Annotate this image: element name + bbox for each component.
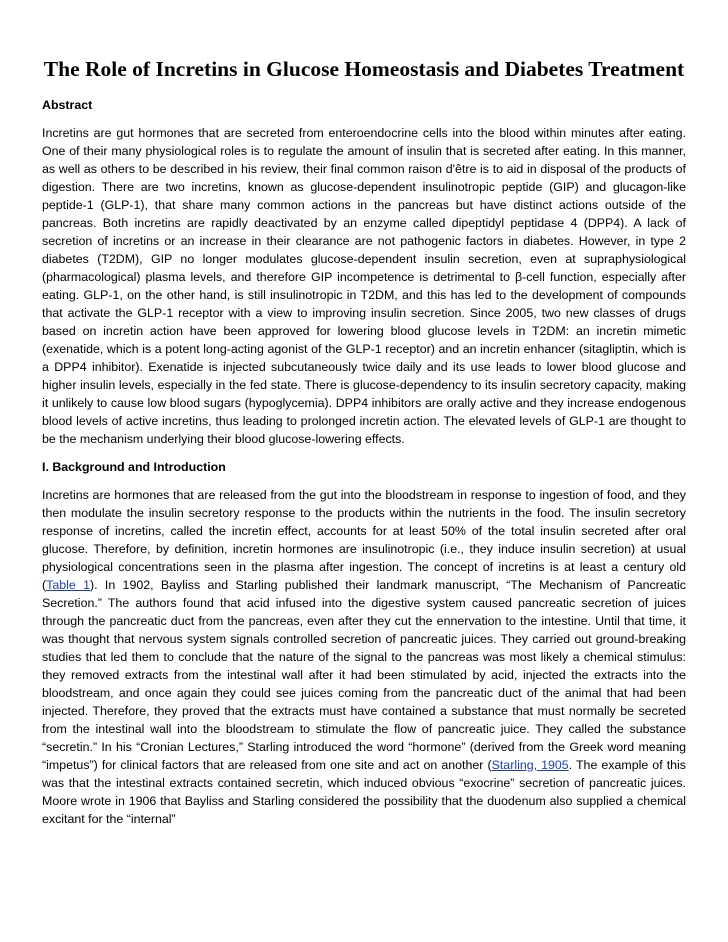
document-page — [42, 54, 686, 828]
section-heading-background: I. Background and Introduction — [42, 460, 226, 474]
table-1-link[interactable]: Table 1 — [46, 578, 90, 592]
background-paragraph — [42, 486, 686, 828]
abstract-heading: Abstract — [42, 98, 93, 112]
starling-1905-link[interactable]: Starling, 1905 — [491, 758, 569, 772]
paper-title: The Role of Incretins in Glucose Homeostasis and Diabetes Treatment — [43, 57, 685, 81]
background-text-part1: Incretins are hormones that are released from the gut into the bloodstream in response to ingestion of food, and they then modulate the insulin secretory response to the products within the nutrients in the food. The insulin secretory response of incretins, called the incretin effect, accounts for at least 50% of the total insulin secreted after oral glucose. Therefore, by definition, incretin hormones are insulinotropic (i.e., they induce insulin secretion) at usual physiological concentrations seen in the plasma after ingestion. The concept of incretins is at least a century old ( — [42, 488, 686, 592]
background-text-part3: . The example of this was that the intestinal extracts contained secretin, which induced obvious “exocrine” secretion of pancreatic juices. Moore wrote in 1906 that Bayliss and Starling considered the possibility that the duodenum also supplied a chemical excitant for the “internal” — [42, 758, 686, 826]
abstract-paragraph: Incretins are gut hormones that are secreted from enteroendocrine cells into the blood within minutes after eating. One of their many physiological roles is to regulate the amount of insulin that is secreted after eating. In this manner, as well as others to be described in his review, their final common raison d'être is to aid in disposal of the products of digestion. There are two incretins, known as glucose-dependent insulinotropic peptide (GIP) and glucagon-like peptide-1 (GLP-1), that share many common actions in the pancreas but have distinct actions outside of the pancreas. Both incretins are rapidly deactivated by an enzyme called dipeptidyl peptidase 4 (DPP4). A lack of secretion of incretins or an increase in their clearance are not pathogenic factors in diabetes. However, in type 2 diabetes (T2DM), GIP no longer modulates glucose-dependent insulin secretion, even at supraphysiological (pharmacological) plasma levels, and therefore GIP incompetence is detrimental to β-cell function, especially after eating. GLP-1, on the other hand, is still insulinotropic in T2DM, and this has led to the development of compounds that activate the GLP-1 receptor with a view to improving insulin secretion. Since 2005, two new classes of drugs based on incretin action have been approved for lowering blood glucose levels in T2DM: an incretin mimetic (exenatide, which is a potent long-acting agonist of the GLP-1 receptor) and an incretin enhancer (sitagliptin, which is a DPP4 inhibitor). Exenatide is injected subcutaneously twice daily and its use leads to lower blood glucose and higher insulin levels, especially in the fed state. There is glucose-dependency to its insulin secretory capacity, making it unlikely to cause low blood sugars (hypoglycemia). DPP4 inhibitors are orally active and they increase endogenous blood levels of active incretins, thus leading to prolonged incretin action. The elevated levels of GLP-1 are thought to be the mechanism underlying their blood glucose-lowering effects. — [42, 126, 686, 446]
background-text-part2: ). In 1902, Bayliss and Starling published their landmark manuscript, “The Mechanism of Pancreatic Secretion.” The authors found that acid infused into the digestive system caused pancreatic secretion of juices through the pancreatic duct from the pancreas, even after they cut the ennervation to the intestine. Until that time, it was thought that nervous system signals controlled secretion of pancreatic juices. They carried out ground-breaking studies that led them to conclude that the nature of the signal to the pancreas was most likely a chemical stimulus: they removed extracts from the intestinal wall after it had been stimulated by acid, injected the extracts into the bloodstream, and once again they could see juices coming from the pancreatic duct of the animal that had been injected. Therefore, they proved that the extracts must have contained a substance that must normally be secreted from the intestinal wall into the bloodstream to stimulate the flow of pancreatic juice. They called the substance “secretin.” In his “Cronian Lectures,” Starling introduced the word “hormone” (derived from the Greek word meaning “impetus”) for clinical factors that are released from one site and act on another ( — [42, 578, 686, 772]
